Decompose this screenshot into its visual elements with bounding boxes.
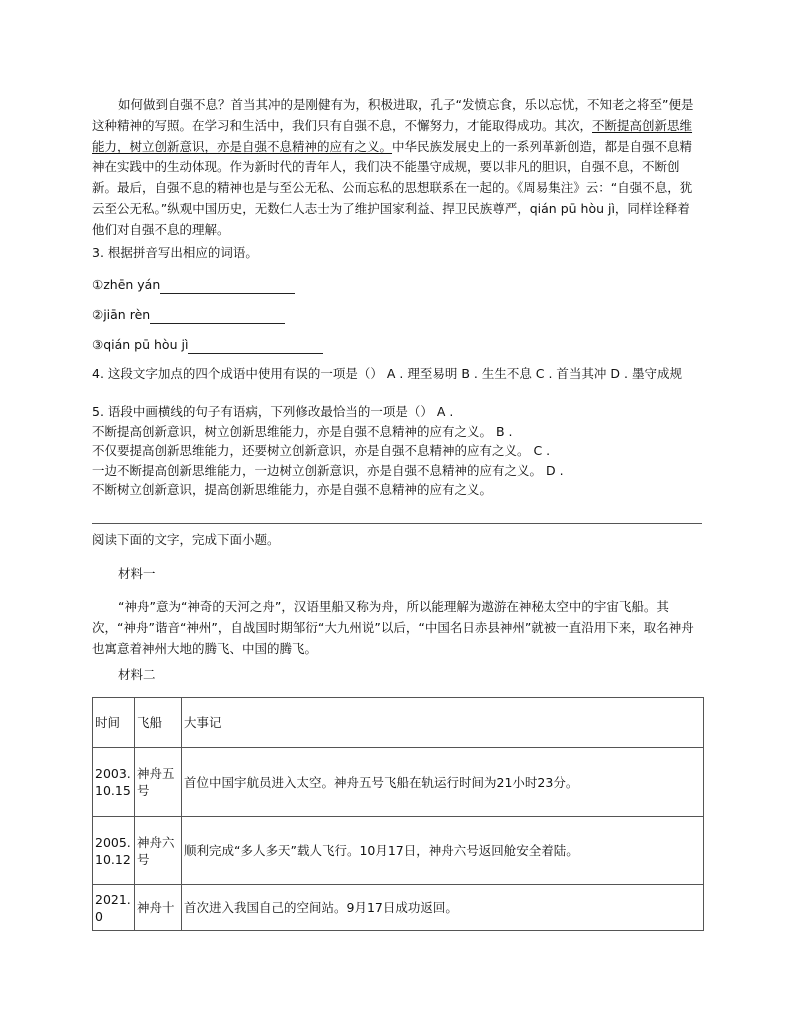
question-4 [92,364,702,384]
passage-paragraph [92,95,702,241]
material-1-text: “神舟”意为“神奇的天河之舟”，汉语里船又称为舟，所以能理解为遨游在神秘太空中的宇宙飞船。其次，“神舟”谐音“神州”，自战国时期邹衍“大九州说”以后，“中国名日赤县神州”就被一直沿用下来，取名神舟也寓意着神州大地的腾飞、中国的腾飞。 [92,599,694,656]
table-row [93,748,704,817]
table-header-row [93,698,704,748]
cell-event: 顺利完成“多人多天”载人飞行。10月17日，神舟六号返回舱安全着陆。 [182,817,704,885]
question-3-item-3 [92,336,323,354]
cell-date: 2003.10.15 [93,748,135,817]
table-row [93,817,704,885]
question-3-item-2 [92,306,285,324]
answer-blank[interactable] [188,339,323,354]
header-events: 大事记 [182,698,704,748]
question-4-text: 4. 这段文字加点的四个成语中使用有误的一项是（） A . 理至易明 B . 生生不息 C . 首当其冲 D . 墨守成规 [92,366,682,381]
cell-event: 首次进入我国自己的空间站。9月17日成功返回。 [182,885,704,931]
cell-spacecraft: 神舟六号 [135,817,182,885]
answer-blank[interactable] [160,279,295,294]
pinyin-label: ③qián pū hòu jì [92,337,189,352]
passage-text-a: 如何做到自强不息？首当其冲的是刚健有为，积极进取，孔子“发愤忘食，乐以忘忧，不知老之将至”便是这种精神的写照。在学习和生活中，我们只有自强不息，不懈努力，才能取得成功。其次， [92,97,694,133]
question-3-prompt: 3. 根据拼音写出相应的词语。 [92,245,258,260]
question-5-line: 不仅要提高创新思维能力，还要树立创新意识，亦是自强不息精神的应有之义。 C . [92,443,551,459]
pinyin-label: ②jiān rèn [92,307,151,322]
material-2-title: 材料二 [118,667,156,682]
cell-spacecraft: 神舟五号 [135,748,182,817]
cell-date: 2005.10.12 [93,817,135,885]
material-1-title: 材料一 [118,566,156,581]
passage-text-b: 中华民族发展史上的一系列革新创造，都是自强不息精神在实践中的生动体现。作为新时代的青年人，我们决不能墨守成规，要以非凡的胆识，自强不息，不断创新。最后，自强不息的精神也是与至公无私、公而忘私的思想联系在一起的。《周易集注》云：“自强不息，犹云至公无私。”纵观中国历史，无数仁人志士为了维护国家利益、捍卫民族尊严，qián pū hòu jì，同样诠释着他们对自强不息的理解。 [92,138,693,237]
header-spacecraft: 飞船 [135,698,182,748]
pinyin-label: ①zhēn yán [92,277,161,292]
question-5-line: 不断提高创新意识，树立创新思维能力，亦是自强不息精神的应有之义。 B . [92,423,513,439]
question-5-line: 不断树立创新意识，提高创新思维能力，亦是自强不息精神的应有之义。 [92,482,493,498]
passage [92,95,702,241]
underlined-sentence: 不断提高创新思维能力，树立创新意识，亦是自强不息精神的应有之义。 [92,117,693,154]
cell-date: 2021.0 [93,885,135,931]
header-time: 时间 [93,698,135,748]
cell-event: 首位中国宇航员进入太空。神舟五号飞船在轨运行时间为21小时23分。 [182,748,704,817]
section-divider [92,523,702,524]
question-5-line: 5. 语段中画横线的句子有语病，下列修改最恰当的一项是（） A . [92,404,454,419]
cell-spacecraft: 神舟十 [135,885,182,931]
table-row [93,885,704,931]
material-1 [92,597,702,659]
answer-blank[interactable] [150,309,285,324]
question-5 [92,402,702,500]
reading-instruction: 阅读下面的文字，完成下面小题。 [92,532,280,547]
events-table [92,697,704,931]
question-5-line: 一边不断提高创新思维能力，一边树立创新意识，亦是自强不息精神的应有之义。 D . [92,462,564,478]
question-3-item-1 [92,276,295,294]
